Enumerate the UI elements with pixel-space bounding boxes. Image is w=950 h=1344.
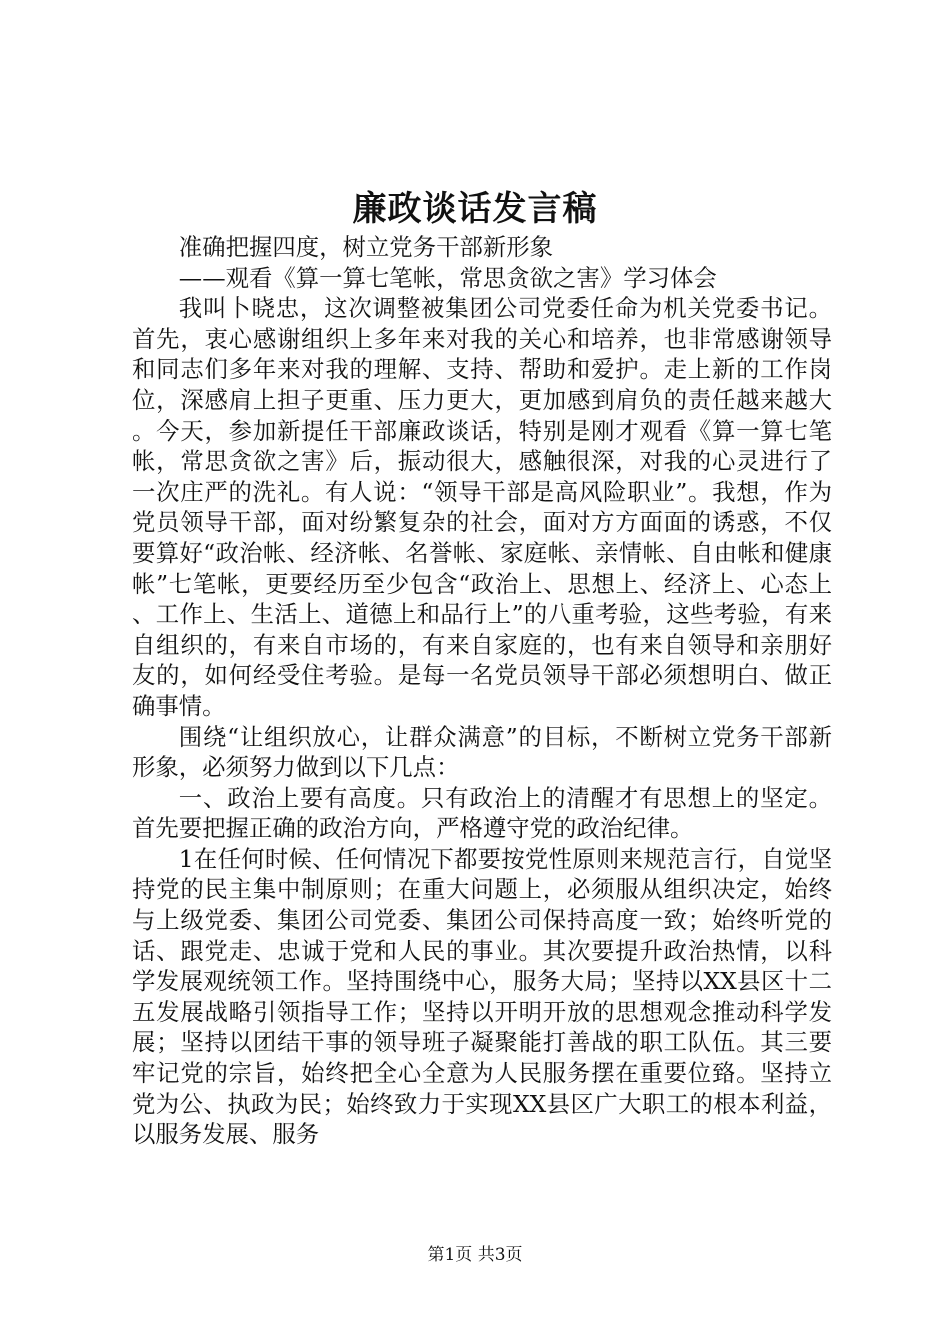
body-paragraph: 我叫卜晓忠，这次调整被集团公司党委任命为机关党委书记。首先，衷心感谢组织上多年来对我的关心和培养，也非常感谢领导和同志们多年来对我的理解、支持、帮助和爱护。走上新的工作岗位，深感肩上担子更重、压力更大，更加感到肩负的责任越来越大。今天，参加新提任干部廉政谈话，特别是刚才观看《算一算七笔帐，常思贪欲之害》后，振动很大，感触很深，对我的心灵进行了一次庄严的洗礼。有人说：“领导干部是高风险职业”。我想，作为党员领导干部，面对纷繁复杂的社会，面对方方面面的诱惑，不仅要算好“政治帐、经济帐、名誉帐、家庭帐、亲情帐、自由帐和健康帐”七笔帐，更要经历至少包含“政治上、思想上、经济上、心态上、工作上、生活上、道德上和品行上”的八重考验，这些考验，有来自组织的，有来自市场的，有来自家庭的，也有来自领导和亲朋好友的，如何经受住考验。是每一名党员领导干部必须想明白、做正确事情。: [132, 294, 832, 720]
subtitle-line: 准确把握四度，树立党务干部新形象: [178, 233, 554, 261]
body-paragraph: 围绕“让组织放心，让群众满意”的目标，不断树立党务干部新形象，必须努力做到以下几点：: [132, 722, 832, 782]
page-footer: 第1页 共3页: [427, 1245, 523, 1265]
document-body: [132, 232, 832, 1150]
subtitle-sub-line: ——观看《算一算七笔帐，常思贪欲之害》学习体会: [178, 263, 717, 292]
body-paragraph: 一、政治上要有高度。只有政治上的清醒才有思想上的坚定。首先要把握正确的政治方向，严格遵守党的政治纪律。: [132, 783, 832, 843]
document-title: 廉政谈话发言稿: [352, 189, 598, 229]
body-paragraph: 1在任何时候、任何情况下都要按党性原则来规范言行，自觉坚持党的民主集中制原则；在重大问题上，必须服从组织决定，始终与上级党委、集团公司党委、集团公司保持高度一致；始终听党的话、跟党走、忠诚于党和人民的事业。其次要提升政治热情，以科学发展观统领工作。坚持围绕中心，服务大局；坚持以XX县区十二五发展战略引领指导工作；坚持以开明开放的思想观念推动科学发展；坚持以团结干事的领导班子凝聚能打善战的职工队伍。其三要牢记党的宗旨，始终把全心全意为人民服务摆在重要位臵。坚持立党为公、执政为民；始终致力于实现XX县区广大职工的根本利益，以服务发展、服务: [132, 844, 832, 1149]
